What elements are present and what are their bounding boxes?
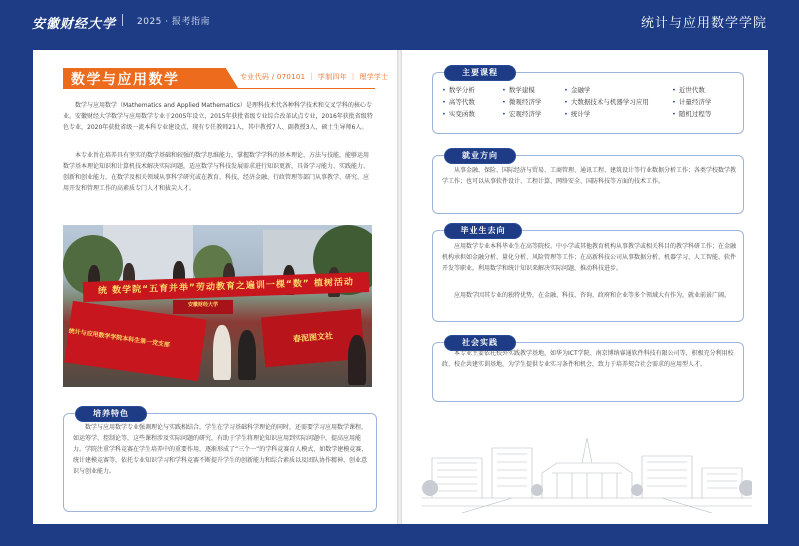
right-page — [402, 50, 768, 524]
course-item: • 随机过程等 — [672, 109, 711, 118]
intro-paragraph-2: 本专业旨在培养具有坚实的数学基础和较强的数学思维能力，掌握数学学科的基本理论、方法与技能，能够运用数学基本理论知识和计算机技术解决实际问题，适应数学与科技发展需求进行知识更新，具备学习能力、实践能力、创新和创业能力，在数学及相关领域从事科学研究或在教育、科技、经济金融、行政管理等部门从事教学、研究、应用开发和管理工作的高素质专门人才和拔尖人才。 — [63, 152, 370, 192]
header-divider — [122, 14, 123, 26]
left-page — [33, 50, 397, 524]
university-logo: 安徽财经大学 — [32, 17, 117, 32]
course-item: • 数学分析 — [442, 85, 475, 94]
graduate-title: 毕业生去向 — [444, 223, 522, 239]
course-item: • 金融学 — [564, 85, 590, 94]
course-item: • 微观经济学 — [502, 97, 541, 106]
group-photo — [63, 225, 372, 387]
course-item: • 计量经济学 — [672, 97, 711, 106]
graduate-paragraph-2: 应用数学因其专业的独特优势，在金融、科技、咨询、政府和企业等多个领域大有作为，就业前景广阔。 — [454, 292, 731, 299]
course-item: • 实变函数 — [442, 109, 475, 118]
college-name: 统计与应用数学学院 — [640, 16, 767, 31]
course-item: • 宏观经济学 — [502, 109, 541, 118]
footer-strip — [0, 524, 799, 546]
major-meta: 专业代码 / 070101 ｜ 学制四年 ｜ 理学学士 — [240, 73, 389, 81]
practice-title: 社会实践 — [444, 335, 516, 351]
major-title: 数学与应用数学 — [71, 72, 180, 88]
photo-flag-small: 安徽财经大学 — [173, 300, 233, 314]
career-paragraph: 从事金融、保险、国际经济与贸易、工商管理、通讯工程、建筑设计等行业数据分析工作；各类学校数学教学工作；也可以从事软件设计、工程计算、网络安全、国防科技等方面的技术工作。 — [442, 167, 737, 185]
photo-banner: 统 数学院“五育并举”劳动教育之遍训一棵“数” 植树活动 — [83, 272, 370, 302]
practice-paragraph: 本专业主要依托校外实践教学基地，如华为ICT学院、南京博纳睿通软件科技有限公司等，积极充分利用校政、校企共建实训基地，为学生提供专业实习条件和机会，致力于培养契合社会需求的应用型人才。 — [442, 350, 734, 368]
title-underline — [63, 88, 375, 89]
intro-paragraph-1: 数学与应用数学（Mathematics and Applied Mathematics）是理科技术代各种科学技术和交叉学科的核心专业。安徽财经大学数学与应用数学专业于2005年设立，2015年获批省级专业综合改革试点专业，2016年获批省级特色专业，2020年获批省级一流本科专业建设点，现有专任教师21人，其中教授7人、副教授3人，硕士生导师6人。 — [63, 102, 373, 131]
courses-title: 主要课程 — [444, 65, 516, 81]
guide-subtitle: 2025 · 报考指南 — [137, 17, 210, 27]
course-item: • 统计学 — [564, 109, 590, 118]
course-item: • 大数据技术与机器学习应用 — [564, 97, 649, 106]
feature-title: 培养特色 — [75, 406, 147, 422]
course-item: • 近世代数 — [672, 85, 705, 94]
course-item: • 高等代数 — [442, 97, 475, 106]
course-item: • 数学建模 — [502, 85, 535, 94]
graduate-paragraph-1: 应用数学专业本科毕业生在高等院校、中小学或其他教育机构从事教学或相关科目的教学科研工作；在金融机构承担如金融分析、量化分析、风险管理等工作；在高新科技公司从事数据分析、机器学习、人工智能、软件开发等职业，利用数学和统计知识来解决实际问题，推动科技进步。 — [442, 243, 737, 272]
campus-sketch — [422, 418, 752, 513]
career-title: 就业方向 — [444, 148, 516, 164]
feature-paragraph: 数学与应用数学专业强调理论与实践相结合，学生在学习基础科学理论的同时，还需要学习应用数学课程，如运筹学、控制论等，这些课程涉及实际问题的研究，有助于学生将理论知识应用到实际问题中，提高应用能力。学院注重学科竞赛在学生培养中的重要作用，逐渐形成了“三个一”的学科竞赛育人模式，如数学建模竞赛、统计建模竞赛等，依托专业知识学习和学科竞赛不断提升学生的创新能力和综合素质以及团队协作精神、创业意识与创业能力。 — [73, 424, 368, 475]
photo-flag-right: 春泥图文社 — [261, 309, 365, 368]
header-bar — [0, 0, 799, 38]
photo-flag-left: 统计与应用数学学院本科生第一党支部 — [64, 301, 206, 381]
